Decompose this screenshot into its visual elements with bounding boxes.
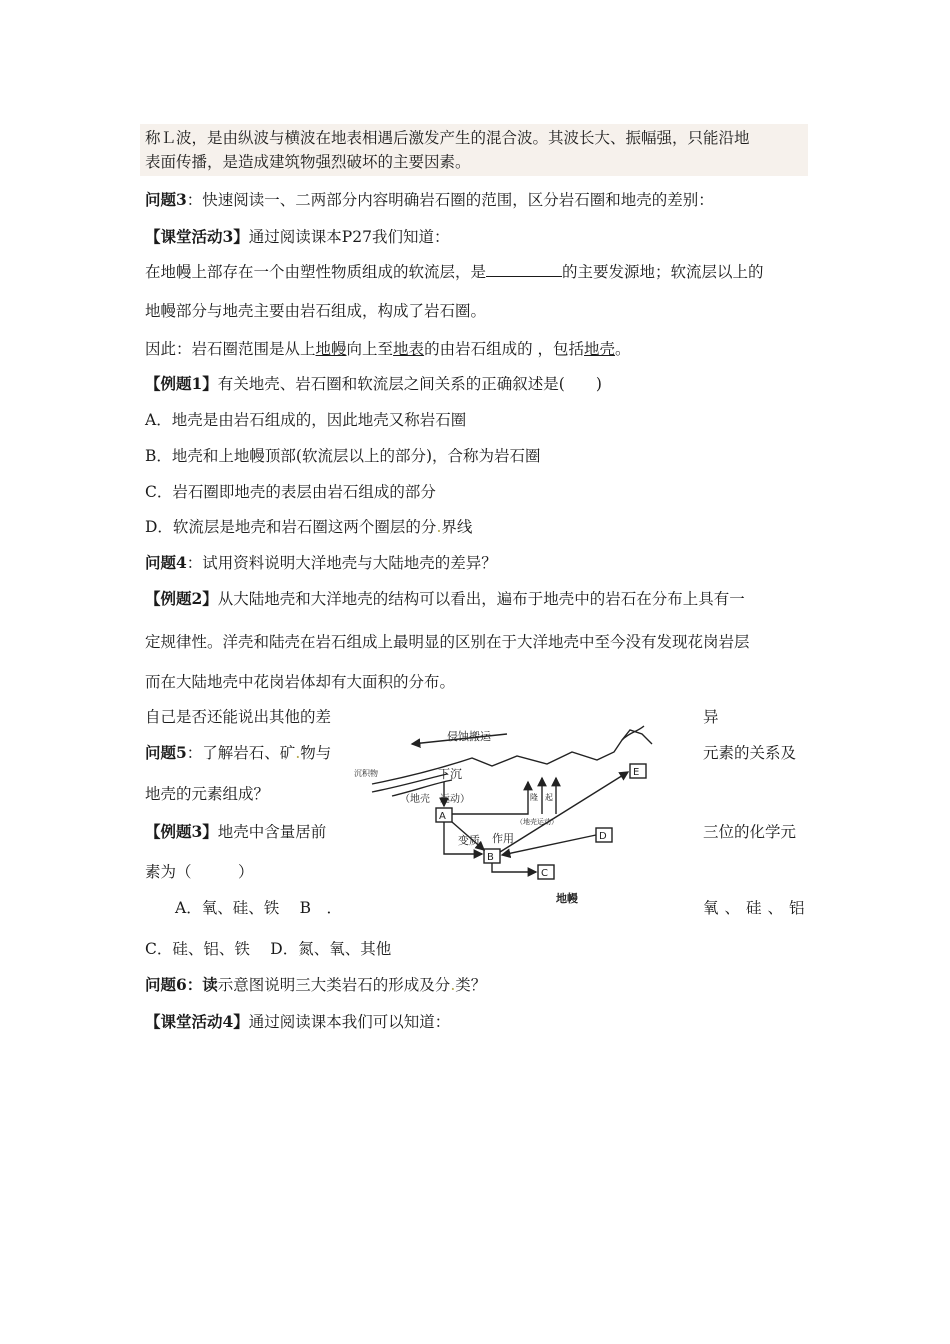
activity-3-conclusion: 因此：岩石圈范围是从上地幔向上至地表的由岩石组成的 ，包括地壳。 — [145, 340, 631, 358]
option-c: C．岩石圈即地壳的表层由岩石组成的部分 — [145, 483, 436, 501]
activity-3-line: 地幔部分与地壳主要由岩石组成，构成了岩石圈。 — [145, 302, 487, 320]
rock-cycle-diagram — [352, 722, 662, 910]
crust-motion-label-2: （地壳运动） — [516, 818, 558, 826]
example-3: 【例题3】地壳中含量居前 — [145, 822, 327, 841]
node-b-label: B — [487, 852, 494, 863]
example-3-options-cd: C．硅、铝、铁 D．氮、氧、其他 — [145, 940, 392, 958]
question-label: 问题3 — [145, 190, 187, 209]
question-5-right: 元素的关系及 — [703, 744, 797, 762]
example-label: 【例题1】 — [145, 374, 218, 393]
sediment-layer — [372, 774, 447, 792]
sediment-label: 沉积物 — [354, 769, 378, 778]
question-label: 问题4 — [145, 553, 187, 572]
option-d: D．软流层是地壳和岩石圈这两个圈层的分.界线 — [145, 518, 473, 536]
activity-3-line: 在地幔上部存在一个由塑性物质组成的软流层，是 的主要发源地；软流层以上的 — [145, 263, 764, 281]
node-d-label: D — [599, 831, 607, 842]
question-3: 问题3：快速阅读一、二两部分内容明确岩石圈的范围，区分岩石圈和地壳的差别： — [145, 190, 714, 209]
activity-label: 【课堂活动4】 — [145, 1012, 249, 1031]
flow-line — [500, 772, 628, 852]
option-a: A．地壳是由岩石组成的，因此地壳又称岩石圈 — [145, 411, 467, 429]
activity-4-heading: 【课堂活动4】通过阅读课本我们可以知道： — [145, 1012, 451, 1031]
question-label: 问题6：读 — [145, 975, 218, 994]
question-6: 问题6：读示意图说明三大类岩石的形成及分.类？ — [145, 975, 487, 994]
mantle-label: 地幔 — [556, 892, 578, 905]
example-3-right: 三位的化学元 — [703, 823, 797, 841]
fill-blank — [486, 262, 562, 277]
question-5-line: 地壳的元素组成？ — [145, 785, 270, 803]
action-label: 作用 — [492, 832, 514, 845]
example-2: 【例题2】从大陆地壳和大洋地壳的结构可以看出，遍布于地壳中的岩石在分布上具有一 — [145, 589, 745, 608]
activity-3-heading: 【课堂活动3】通过阅读课本P27我们知道： — [145, 227, 450, 246]
node-c-label: C — [541, 868, 548, 879]
example-3-option-b: 氧、硅、铝 — [703, 899, 811, 917]
flow-line — [502, 835, 596, 855]
self-check-right: 异 — [703, 708, 719, 726]
question-4: 问题4：试用资料说明大洋地壳与大陆地壳的差异？ — [145, 553, 497, 572]
example-label: 【例题2】 — [145, 589, 218, 608]
self-check-left: 自己是否还能说出其他的差 — [145, 708, 332, 726]
sink-label: 下沉 — [438, 767, 463, 781]
paragraph-line: 称Ｌ波，是由纵波与横波在地表相遇后激发产生的混合波。其波长大、振幅强，只能沿地 — [145, 129, 750, 147]
question-label: 问题5 — [145, 743, 187, 762]
node-a-label: A — [439, 811, 446, 822]
paragraph-line: 表面传播，是造成建筑物强烈破坏的主要因素。 — [145, 153, 471, 171]
metamorphism-label: 变质 — [458, 834, 480, 847]
option-b: B．地壳和上地幔顶部(软流层以上的部分)，合称为岩石圈 — [145, 447, 541, 465]
rise-label: 起 — [545, 793, 553, 802]
flow-line — [492, 863, 536, 872]
activity-label: 【课堂活动3】 — [145, 227, 249, 246]
example-2-line: 而在大陆地壳中花岗岩体却有大面积的分布。 — [145, 673, 456, 691]
crust-motion-label: （地壳 运动） — [400, 794, 470, 805]
example-3-line: 素为（ ） — [145, 863, 254, 881]
node-e-label: E — [633, 767, 640, 778]
terrain-line — [372, 730, 652, 784]
erosion-label: 侵蚀搬运 — [447, 730, 491, 743]
example-1: 【例题1】有关地壳、岩石圈和软流层之间关系的正确叙述是( ) — [145, 374, 602, 393]
question-5: 问题5：了解岩石、矿.物与 — [145, 743, 332, 762]
example-3-options-ab: A．氧、硅、铁 B ． — [175, 899, 343, 917]
example-2-line: 定规律性。洋壳和陆壳在岩石组成上最明显的区别在于大洋地壳中至今没有发现花岗岩层 — [145, 633, 750, 651]
uplift-label: 隆 — [530, 793, 538, 802]
example-label: 【例题3】 — [145, 822, 218, 841]
